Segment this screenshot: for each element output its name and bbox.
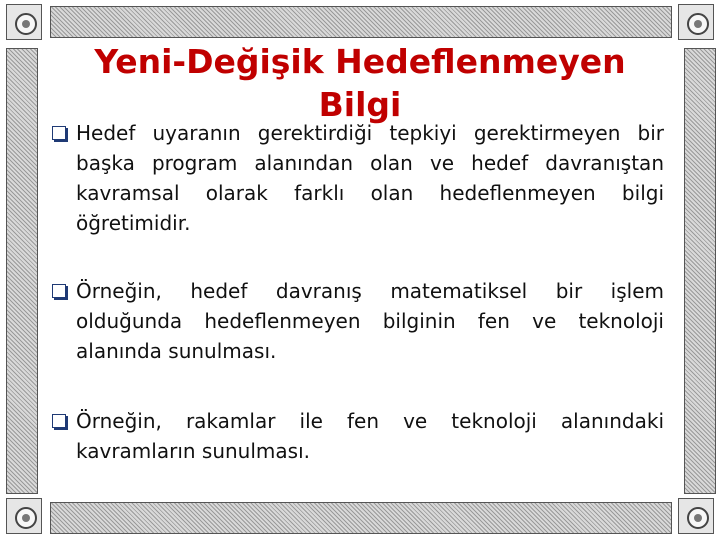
ring-ornament-icon bbox=[687, 13, 709, 35]
bullet-text: Hedef uyaranın gerektirdiği tepkiyi gerektirmeyen bir başka program alanından olan ve hedef davranıştan kavramsal olarak farklı olan hedeflenmeyen bilgi öğretimidir. bbox=[76, 121, 664, 235]
frame-top-bar bbox=[50, 6, 672, 38]
corner-ornament-top-left bbox=[6, 4, 42, 40]
frame-right-bar bbox=[684, 48, 716, 494]
slide-title: Yeni-Değişik Hedeflenmeyen Bilgi bbox=[94, 42, 626, 124]
ring-ornament-icon bbox=[15, 13, 37, 35]
bullet-item bbox=[50, 276, 664, 366]
hollow-square-bullet-icon bbox=[52, 414, 66, 428]
bullet-text: Örneğin, hedef davranış matematiksel bir işlem olduğunda hedeflenmeyen bilginin fen ve teknoloji alanında sunulması. bbox=[76, 279, 664, 363]
ring-ornament-icon bbox=[15, 507, 37, 529]
corner-ornament-bottom-left bbox=[6, 498, 42, 534]
bullet-text: Örneğin, rakamlar ile fen ve teknoloji alanındaki kavramların sunulması. bbox=[76, 409, 664, 463]
ring-ornament-icon bbox=[687, 507, 709, 529]
hollow-square-bullet-icon bbox=[52, 284, 66, 298]
bullet-item bbox=[50, 118, 664, 238]
hollow-square-bullet-icon bbox=[52, 126, 66, 140]
corner-ornament-top-right bbox=[678, 4, 714, 40]
corner-ornament-bottom-right bbox=[678, 498, 714, 534]
bullet-item bbox=[50, 406, 664, 466]
bullet-list bbox=[50, 118, 664, 466]
frame-left-bar bbox=[6, 48, 38, 494]
frame-bottom-bar bbox=[50, 502, 672, 534]
